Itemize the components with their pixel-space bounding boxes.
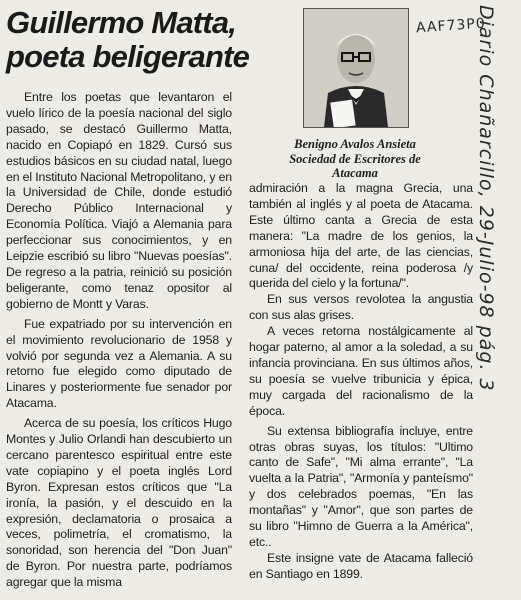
paragraph: En sus versos revolotea la angustia con sus alas grises. — [249, 292, 473, 323]
article-column-left — [6, 90, 232, 591]
paragraph: Fue expatriado por su intervención en el movimiento revolucionario de 1958 y volvió por segunda vez a Alemania. A su retorno fue elegido como diputado de Linares y posteriormente fue senador por Atacama. — [6, 316, 232, 411]
paragraph: Acerca de su poesía, los críticos Hugo Montes y Julio Orlandi han descubierto un cercano parentesco espiritual entre este vate copiapino y el poeta inglés Lord Byron. Expresan estos críticos que "La ironía, la pasión, y el descuido en la expresión, declamatoria o prosaica a veces, polimetría, el cromatismo, la sonoridad, son herencia del "Don Juan" de Byron. Por nuestra parte, podríamos agregar que la misma — [6, 416, 232, 590]
headline — [6, 6, 296, 74]
paragraph: Entre los poetas que levantaron el vuelo lírico de la poesía nacional del siglo pasado, se destacó Guillermo Matta, nacido en Copiapó en 1829. Cursó sus estudios básicos en su ciudad natal, luego en el Instituto Nacional Metropolitano, y en la Universidad de Chile, donde estudió Derecho Público Internacional y Economía Política. Viajó a Alemania para perfeccionar sus conocimientos, y en Leipzie escribió su libro "Nuevas poesías". De regreso a la patria, reinició su posición beligerante, como tenaz opositor al gobierno de Montt y Varas. — [6, 90, 232, 311]
paragraph: A veces retorna nostálgicamente al hogar paterno, al amor a la soledad, a su infancia provinciana. En sus últimos años, su poesía se vuelve tribunicia y épica, muy cargada del racionalismo de la época. — [249, 324, 473, 418]
source-note-handwritten: Diario Chañarcillo, 29-Julio-98 pág. 3 — [475, 5, 497, 392]
paragraph: admiración a la magna Grecia, una también al inglés y al poeta de Atacama. Este último canta a Grecia de esta manera: "La madre de los genios, la armoniosa hija del arte, de las ciencias, cuna/ del occidente, reina poderosa /y querida del cielo y la fortuna/". — [249, 181, 473, 291]
catalog-code-handwritten: AAF73P0 — [415, 15, 487, 37]
author-organization — [270, 152, 440, 180]
headline-line-2: poeta beligerante — [6, 39, 250, 74]
paragraph: Este insigne vate de Atacama falleció en Santiago en 1899. — [249, 550, 473, 581]
author-org-line-1: Sociedad de Escritores de — [289, 152, 421, 166]
article-column-right — [249, 181, 473, 583]
author-org-line-2: Atacama — [332, 166, 378, 180]
author-name: Benigno Avalos Ansieta — [294, 137, 416, 151]
headline-line-1: Guillermo Matta, — [6, 5, 237, 40]
paragraph: Su extensa bibliografía incluye, entre otras obras suyas, los títulos: "Ultimo canto de Safe", "Mi alma errante", "La vuelta a la Patria", "Armonía y panteísmo" y dos celebrados poemas, "En las montañas" y "Amor", que son partes de su libro "Himno de Guerra a la América", etc.. — [249, 423, 473, 549]
author-photo — [303, 8, 409, 128]
author-portrait-image — [304, 9, 408, 127]
